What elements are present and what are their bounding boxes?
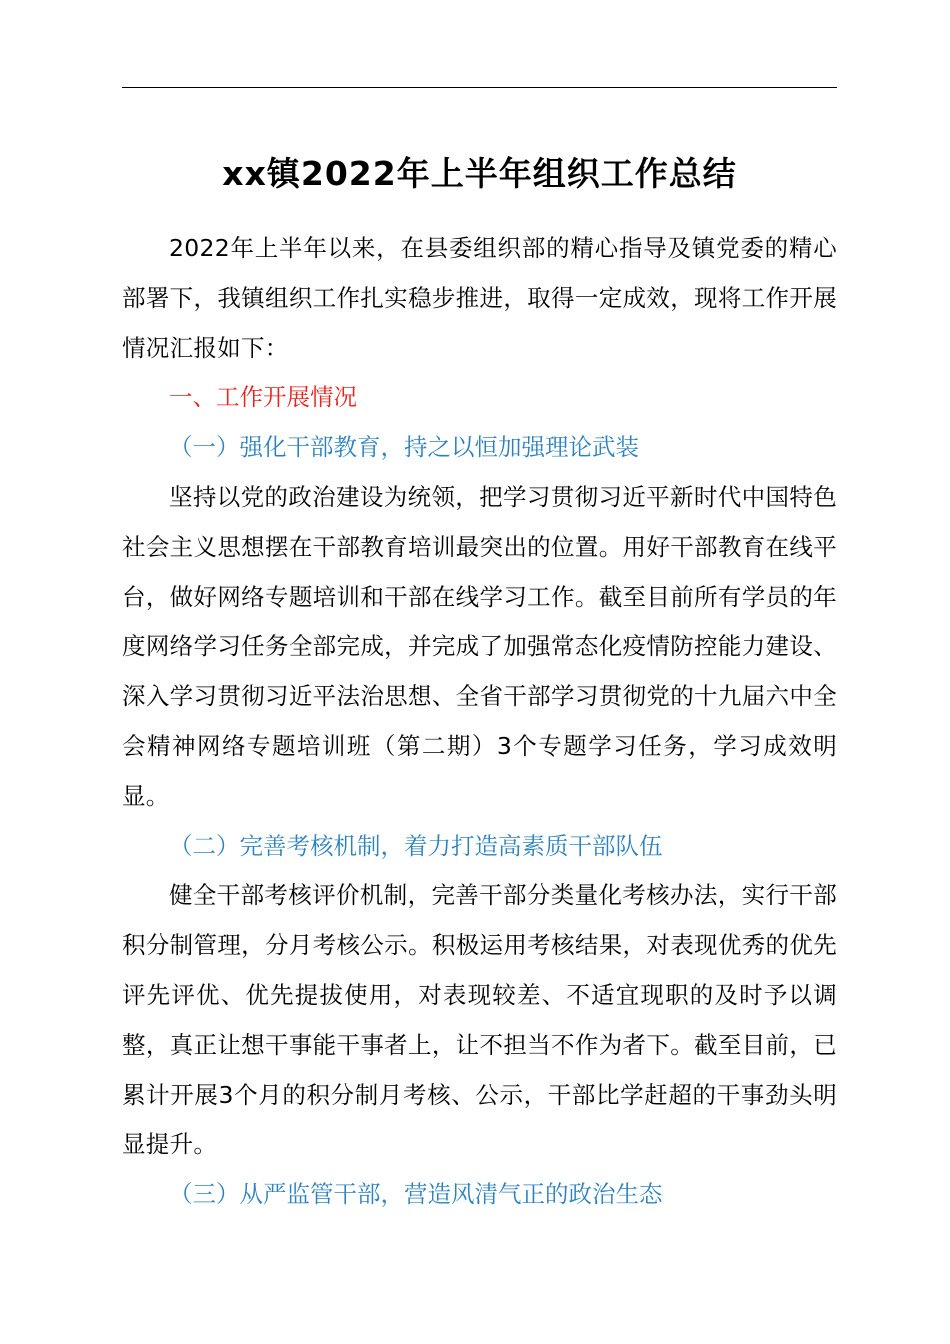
document-body (122, 224, 837, 1220)
subsection-heading-assessment-mechanism: （二）完善考核机制，着力打造高素质干部队伍 (169, 831, 663, 860)
header-rule (122, 87, 837, 88)
cadre-education-paragraph: 坚持以党的政治建设为统领，把学习贯彻习近平新时代中国特色社会主义思想摆在干部教育培训最突出的位置。用好干部教育在线平台，做好网络专题培训和干部在线学习工作。截至目前所有学员的年度网络学习任务全部完成，并完成了加强常态化疫情防控能力建设、深入学习贯彻习近平法治思想、全省干部学习贯彻党的十九届六中全会精神网络专题培训班（第二期）3个专题学习任务，学习成效明显。 (122, 482, 837, 810)
intro-paragraph: 2022年上半年以来，在县委组织部的精心指导及镇党委的精心部署下，我镇组织工作扎实稳步推进，取得一定成效，现将工作开展情况汇报如下： (122, 234, 837, 362)
document-title: xx镇2022年上半年组织工作总结 (222, 154, 737, 193)
section-heading-work-status: 一、工作开展情况 (169, 383, 357, 412)
subsection-heading-cadre-education: （一）强化干部教育，持之以恒加强理论武装 (169, 433, 639, 462)
subsection-heading-cadre-supervision: （三）从严监管干部，营造风清气正的政治生态 (169, 1180, 663, 1209)
assessment-mechanism-paragraph: 健全干部考核评价机制，完善干部分类量化考核办法，实行干部积分制管理，分月考核公示。积极运用考核结果，对表现优秀的优先评先评优、优先提拔使用，对表现较差、不适宜现职的及时予以调整，真正让想干事能干事者上，让不担当不作为者下。截至目前，已累计开展3个月的积分制月考核、公示，干部比学赶超的干事劲头明显提升。 (122, 881, 837, 1159)
